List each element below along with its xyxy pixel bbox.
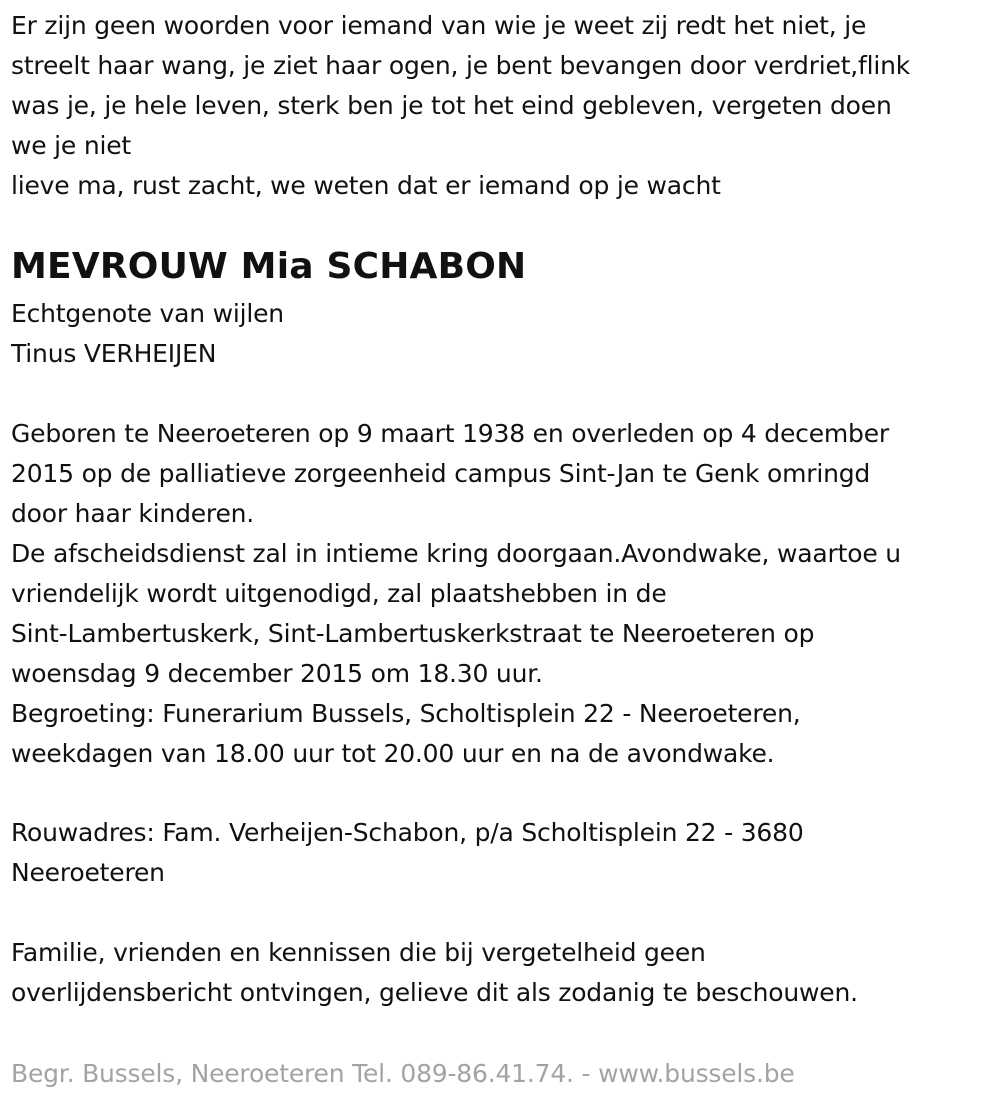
details-line: Sint-Lambertuskerk, Sint-Lambertuskerkstraat te Neeroeteren op: [11, 619, 815, 648]
poem: [11, 6, 910, 206]
poem-line: streelt haar wang, je ziet haar ogen, je bent bevangen door verdriet,flink: [11, 51, 911, 80]
family-note: [11, 933, 858, 1013]
family-note-line: Familie, vrienden en kennissen die bij vergetelheid geen: [11, 938, 706, 967]
details-line: door haar kinderen.: [11, 499, 255, 528]
mourning-address: [11, 813, 804, 893]
spouse-info: [11, 294, 284, 374]
spouse-line: Echtgenote van wijlen: [11, 299, 284, 328]
poem-line: was je, je hele leven, sterk ben je tot het eind gebleven, vergeten doen: [11, 91, 892, 120]
poem-line: Er zijn geen woorden voor iemand van wie je weet zij redt het niet, je: [11, 11, 867, 40]
deceased-name: MEVROUW Mia SCHABON: [11, 246, 527, 287]
details-line: weekdagen van 18.00 uur tot 20.00 uur en na de avondwake.: [11, 739, 775, 768]
spouse-line: Tinus VERHEIJEN: [11, 339, 217, 368]
family-note-line: overlijdensbericht ontvingen, gelieve dit als zodanig te beschouwen.: [11, 978, 858, 1007]
poem-line: we je niet: [11, 131, 132, 160]
details-line: Begroeting: Funerarium Bussels, Scholtisplein 22 - Neeroeteren,: [11, 699, 801, 728]
address-line: Neeroeteren: [11, 858, 165, 887]
address-line: Rouwadres: Fam. Verheijen-Schabon, p/a Scholtisplein 22 - 3680: [11, 818, 804, 847]
funeral-home-footer: Begr. Bussels, Neeroeteren Tel. 089-86.41.74. - www.bussels.be: [11, 1059, 795, 1088]
birth-death-and-service-details: [11, 414, 901, 774]
details-line: Geboren te Neeroeteren op 9 maart 1938 en overleden op 4 december: [11, 419, 889, 448]
details-line: 2015 op de palliatieve zorgeenheid campus Sint-Jan te Genk omringd: [11, 459, 871, 488]
details-line: vriendelijk wordt uitgenodigd, zal plaatshebben in de: [11, 579, 667, 608]
details-line: woensdag 9 december 2015 om 18.30 uur.: [11, 659, 543, 688]
poem-line: lieve ma, rust zacht, we weten dat er iemand op je wacht: [11, 171, 721, 200]
details-line: De afscheidsdienst zal in intieme kring doorgaan.Avondwake, waartoe u: [11, 539, 901, 568]
